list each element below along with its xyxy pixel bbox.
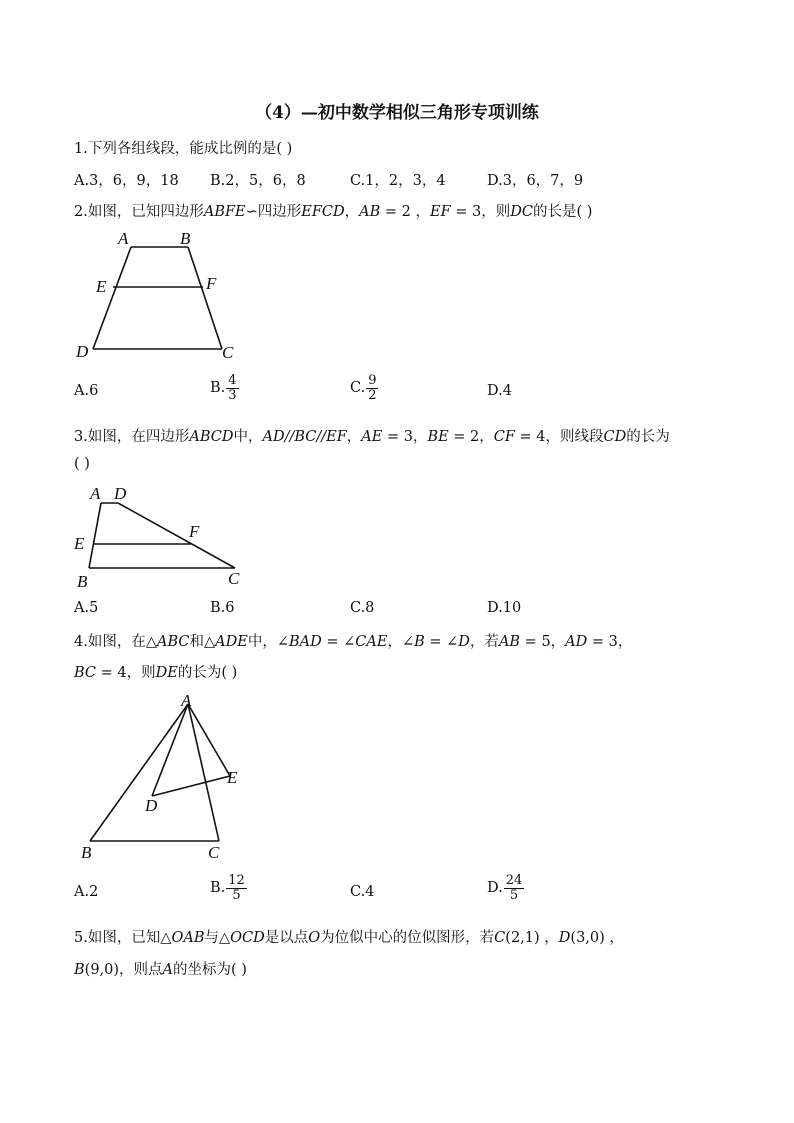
label-f: F (206, 274, 217, 293)
label-e: E (96, 277, 107, 296)
label-a: A (118, 229, 129, 248)
question-2-option-a: A.6 (74, 383, 99, 399)
text-run: 是以点 (264, 930, 309, 946)
question-2-text: 2.如图，已知四边形ABFE∽四边形EFCD，AB = 2 ，EF = 3，则DC的长是( ) (74, 204, 593, 220)
text-run: B (74, 962, 85, 978)
question-3-option-b: B.6 (210, 600, 235, 616)
text-run: AD (565, 634, 588, 650)
question-1-option-c: C.1，2，3，4 (350, 173, 446, 189)
text-run: (2,1) ， (505, 930, 559, 946)
text-run: AB (498, 634, 521, 650)
figure-triangles (70, 690, 270, 870)
question-4-text (74, 630, 632, 651)
text-run: = ∠ (424, 634, 459, 650)
text-run: B (414, 634, 425, 650)
question-2-option-b: B. $\frac{4}{3}$ (210, 373, 237, 403)
question-2-option-d: D.4 (487, 383, 512, 399)
text-run: 为位似中心的位似图形，若 (320, 930, 495, 946)
text-run: = 5， (520, 634, 566, 650)
label-b: B (81, 843, 92, 862)
question-1-option-b: B.2，5，6，8 (210, 173, 306, 189)
label-c: C (222, 343, 234, 362)
text-run: 的长为( ) (177, 665, 238, 681)
question-4-option-d: D. $\frac{24}{5}$ (487, 873, 523, 903)
label-c: C (228, 569, 240, 588)
question-1-option-d: D.3，6，7，9 (487, 173, 584, 189)
text-run: CAE (355, 634, 388, 650)
question-1-option-a: A.3，6，9，18 (74, 173, 179, 189)
question-3-option-d: D.10 (487, 600, 522, 616)
label-e: E (227, 768, 238, 787)
question-5-text-line2 (74, 958, 247, 979)
text-run: C (494, 930, 506, 946)
question-5-text (74, 926, 624, 947)
text-run: = 3， (587, 634, 633, 650)
label-c: C (208, 843, 220, 862)
text-run: 的坐标为( ) (173, 962, 247, 978)
text-run: 5.如图，已知△ (74, 930, 172, 946)
text-run: (3,0) ， (570, 930, 624, 946)
text-run: DE (155, 665, 178, 681)
text-run: OCD (230, 930, 265, 946)
figure-quadrilateral (70, 478, 250, 593)
text-run: (9,0)，则点 (84, 962, 163, 978)
text-run: A (162, 962, 174, 978)
label-e: E (74, 534, 85, 553)
figure-trapezoid (70, 225, 250, 365)
label-d: D (145, 796, 158, 815)
text-run: = 4，则 (96, 665, 156, 681)
page-title: （4）—初中数学相似三角形专项训练 (255, 103, 539, 123)
text-run: D (558, 930, 571, 946)
text-run: 4.如图，在△ (74, 634, 157, 650)
label-a: A (90, 484, 101, 503)
text-run: ，若 (469, 634, 499, 650)
label-a: A (181, 691, 192, 710)
text-run: ADE (215, 634, 248, 650)
text-run: = ∠ (321, 634, 356, 650)
text-run: D (458, 634, 470, 650)
question-1-text: 1.下列各组线段，能成比例的是( ) (74, 141, 293, 157)
label-f: F (189, 522, 200, 541)
text-run: 与△ (204, 930, 231, 946)
question-3-text: 3.如图，在四边形ABCD中，AD//BC//EF，AE = 3，BE = 2，CF = 4，则线段CD的长为 (74, 429, 670, 445)
question-4-option-c: C.4 (350, 884, 375, 900)
label-b: B (77, 572, 88, 591)
text-run: BC (74, 665, 97, 681)
text-run: ABC (157, 634, 190, 650)
label-d: D (114, 484, 127, 503)
text-run: OAB (171, 930, 205, 946)
question-3-option-c: C.8 (350, 600, 375, 616)
question-4-text-line2 (74, 661, 237, 682)
text-run: BAD (289, 634, 322, 650)
label-b: B (180, 229, 191, 248)
question-3-text-line2: ( ) (74, 456, 90, 472)
question-3-option-a: A.5 (74, 600, 99, 616)
question-4-option-a: A.2 (74, 884, 99, 900)
text-run: ，∠ (387, 634, 415, 650)
text-run: O (308, 930, 321, 946)
text-run: 中，∠ (247, 634, 289, 650)
text-run: 和△ (189, 634, 216, 650)
question-4-option-b: B. $\frac{12}{5}$ (210, 873, 245, 903)
question-2-option-c: C. $\frac{9}{2}$ (350, 373, 377, 403)
label-d: D (76, 342, 89, 361)
